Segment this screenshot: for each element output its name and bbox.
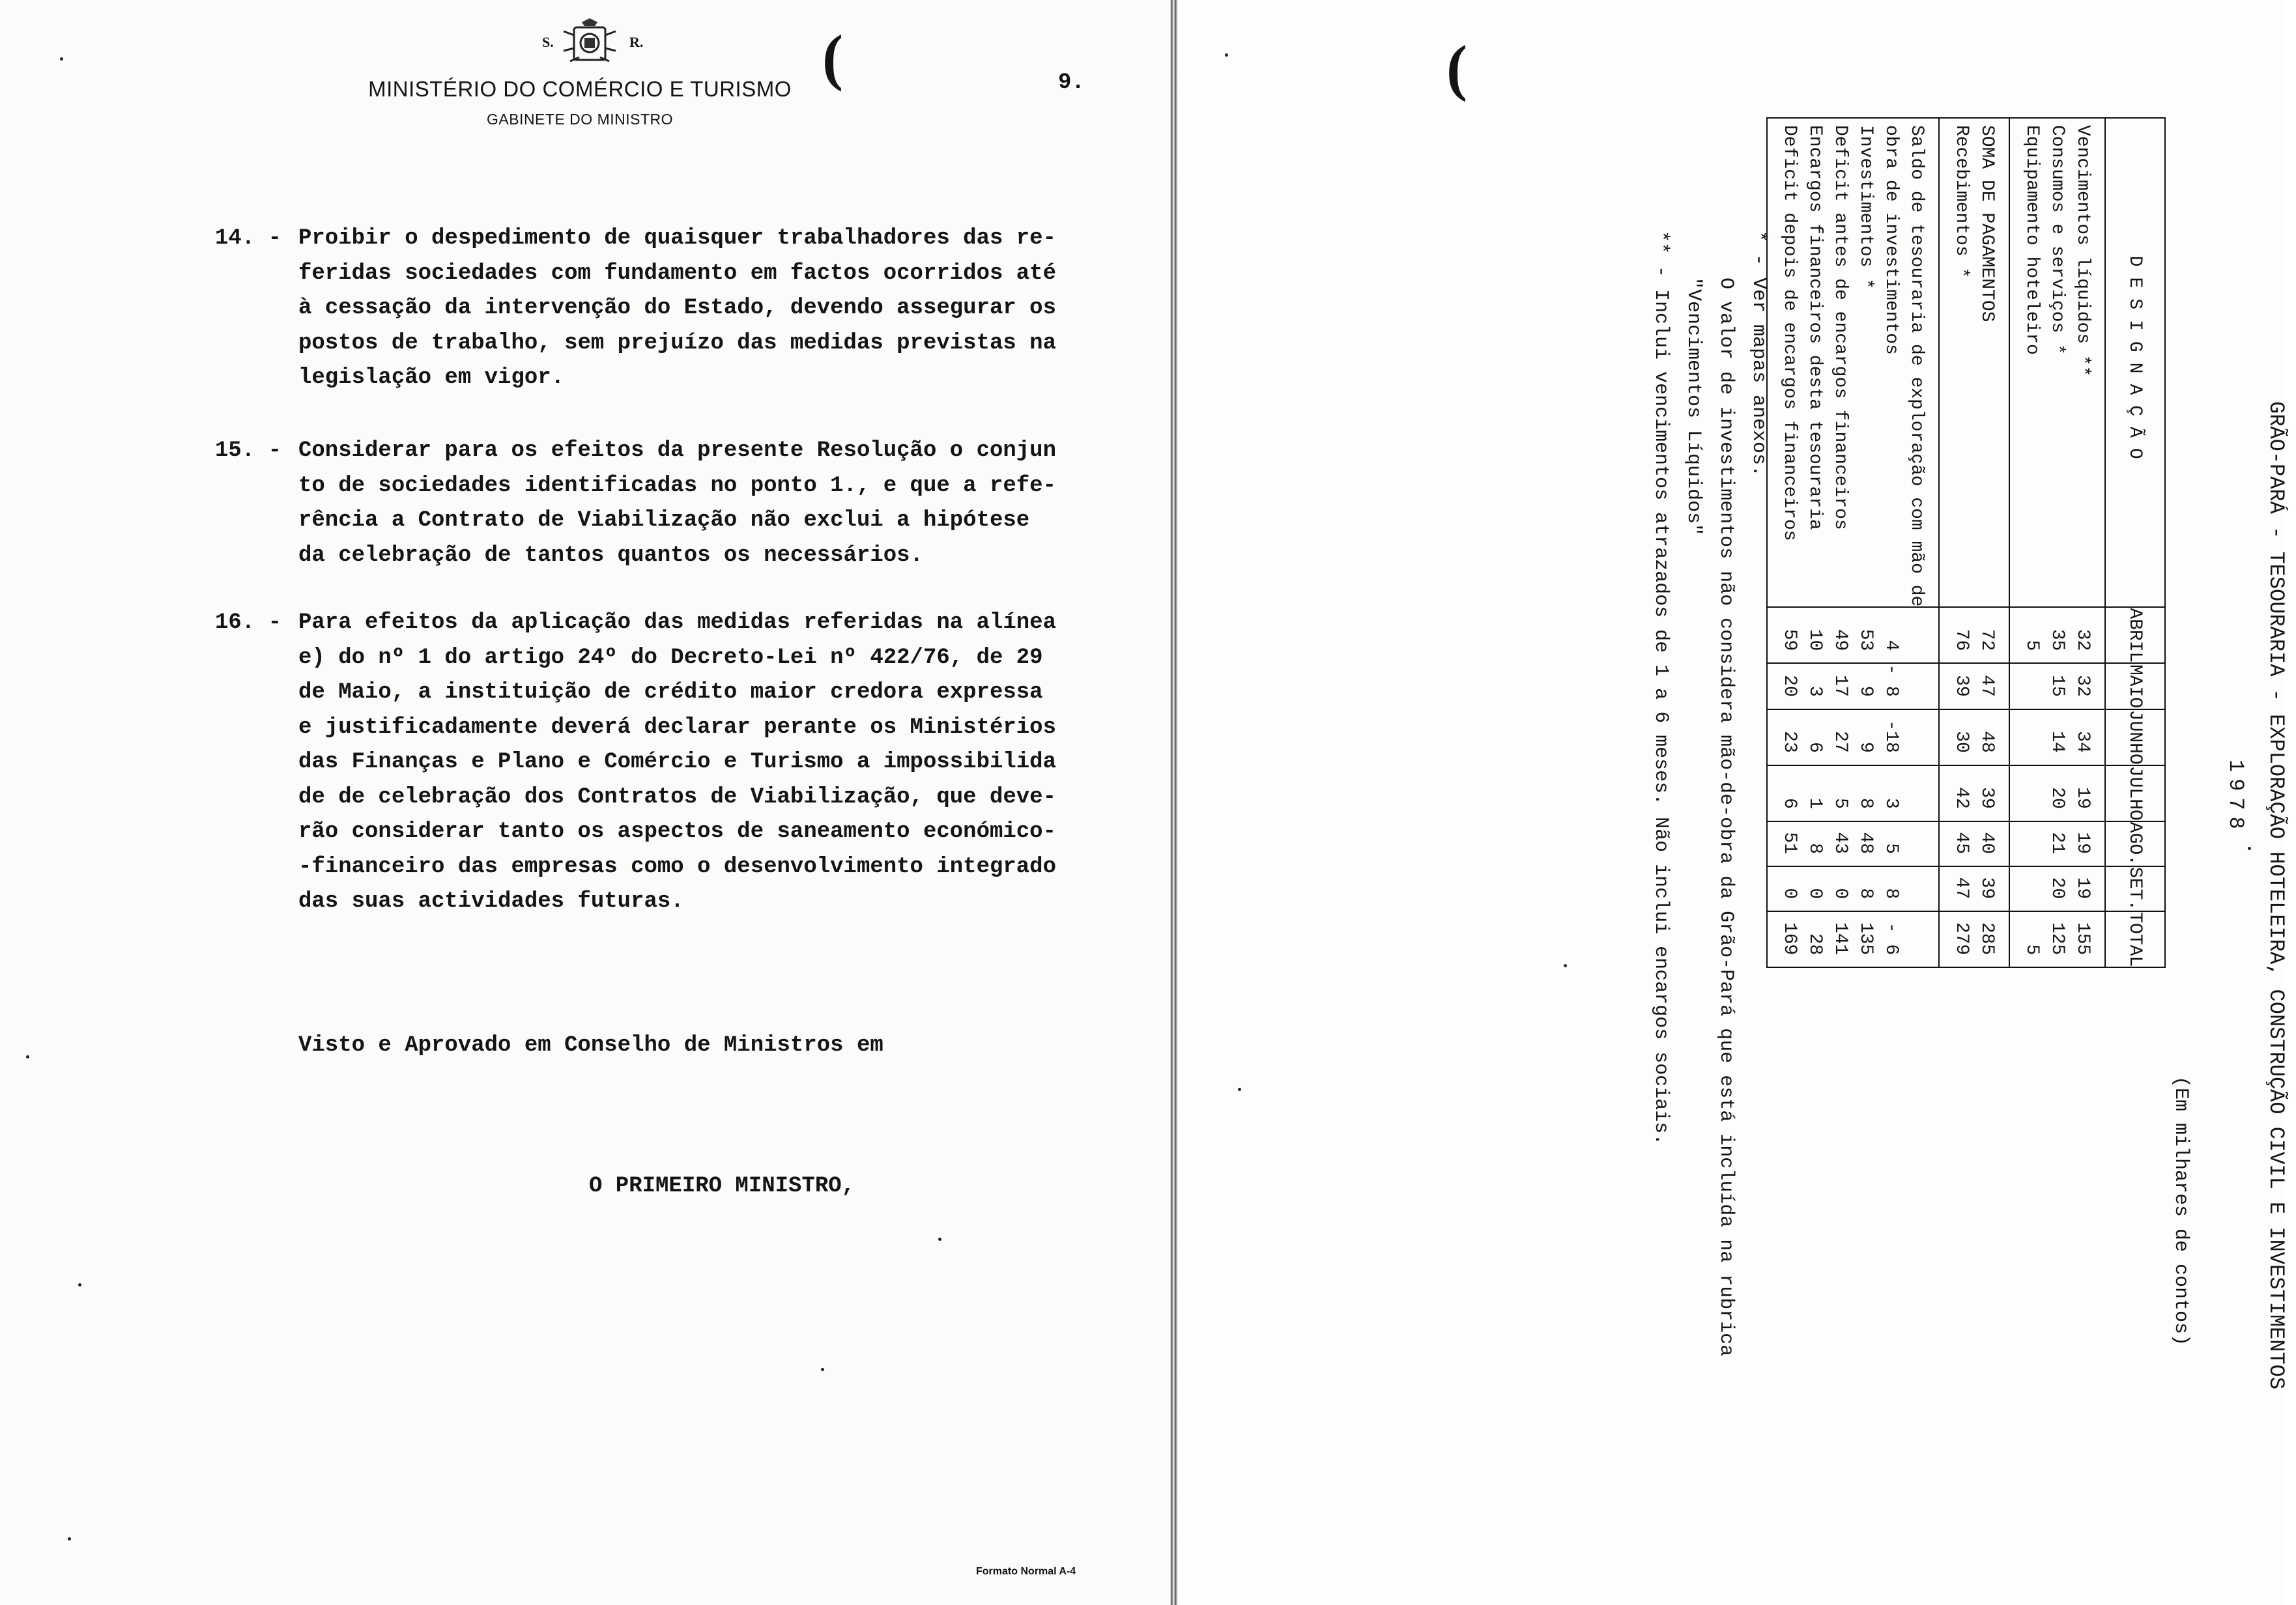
table-year: 1978 — [2224, 760, 2248, 836]
table-value: 40 — [1977, 832, 1997, 855]
value-cell — [2009, 709, 2105, 765]
value-cell — [2009, 866, 2105, 911]
column-header: JUNHO — [2105, 709, 2165, 765]
paragraph-line: de Maio, a instituição de crédito maior credora expressa — [298, 680, 1043, 705]
table-value: 1 — [1805, 797, 1825, 809]
table-value: 32 — [2073, 675, 2093, 697]
paragraph-line: Considerar para os efeitos da presente Resolução o conjun — [298, 438, 1056, 463]
table-value: 0 — [1779, 888, 1800, 900]
row-labels-cell — [1767, 118, 1939, 607]
table-value: 20 — [2047, 787, 2067, 809]
table-row-group — [1767, 118, 1939, 967]
paragraph-number: 14. - — [215, 226, 282, 251]
scan-speck — [2248, 847, 2251, 850]
table-row-group — [1939, 118, 2009, 967]
note-line: O valor de investimentos não considera mão-de-obra da Grão-Pará que está incluída na rubrica — [1715, 231, 1737, 1357]
table-value: 3 — [1881, 797, 1901, 809]
table-value: 19 — [2073, 787, 2093, 809]
table-value — [1904, 710, 1929, 753]
value-cell — [1767, 709, 1939, 765]
table-value: 72 — [1977, 629, 1997, 651]
scan-speck — [1564, 964, 1567, 967]
table-value: 17 — [1830, 675, 1850, 697]
row-label: Investimentos * — [1856, 125, 1876, 290]
scan-speck — [821, 1368, 824, 1371]
signature-line: O PRIMEIRO MINISTRO, — [589, 1174, 855, 1199]
table-value: 27 — [1830, 731, 1850, 753]
table-value: 9 — [1856, 741, 1876, 753]
table-value: 20 — [2047, 877, 2067, 900]
row-label: Consumos e serviços * — [2047, 125, 2067, 355]
table-value: 19 — [2073, 832, 2093, 855]
value-cell — [1939, 607, 2009, 663]
value-cell — [1939, 663, 2009, 709]
column-header: ABRIL — [2105, 607, 2165, 663]
table-value: 35 — [2047, 629, 2067, 651]
table-value: 14 — [2047, 731, 2067, 753]
table-value: 3 — [1805, 685, 1825, 697]
value-cell — [1939, 765, 2009, 821]
table-value: 48 — [1856, 832, 1876, 855]
crest-left-letter: S. — [542, 34, 554, 50]
table-value: 28 — [1805, 933, 1825, 956]
table-value: 43 — [1830, 832, 1850, 855]
row-label: Deficit depois de encargos financeiros — [1779, 125, 1800, 541]
table-value — [1904, 608, 1929, 651]
table-value — [2019, 867, 2045, 899]
table-value: 5 — [2022, 640, 2042, 651]
table-value — [1904, 867, 1929, 899]
paragraph-line: rência a Contrato de Viabilização não exclui a hipótese — [298, 508, 1030, 533]
paragraph-line: Proibir o despedimento de quaisquer trabalhadores das re- — [298, 226, 1056, 251]
value-cell — [2009, 663, 2105, 709]
note-line: "Vencimentos Líquidos" — [1682, 231, 1704, 536]
column-header: TOTAL — [2105, 911, 2165, 967]
table-value: 48 — [1977, 731, 1997, 753]
table-value — [2019, 822, 2045, 854]
table-value: 53 — [1856, 629, 1876, 651]
table-body — [1767, 118, 2105, 967]
column-header: JULHO — [2105, 765, 2165, 821]
table-value: 21 — [2047, 832, 2067, 855]
table-value: 34 — [2073, 731, 2093, 753]
value-cell — [2009, 821, 2105, 866]
table-value: 8 — [1856, 888, 1876, 900]
value-cell — [1767, 866, 1939, 911]
paragraph-line: Para efeitos da aplicação das medidas referidas na alínea — [298, 610, 1056, 635]
approval-line: Visto e Aprovado em Conselho de Ministros em — [298, 1033, 883, 1058]
paragraph-line: das Finanças e Plano e Comércio e Turismo a impossibilida — [298, 750, 1056, 774]
table-value: 125 — [2047, 922, 2067, 956]
table-value: 6 — [1805, 741, 1825, 753]
paragraph-line: à cessação da intervenção do Estado, devendo assegurar os — [298, 296, 1056, 320]
paragraph-line: e justificadamente deverá declarar perante os Ministérios — [298, 715, 1056, 740]
value-cell — [1767, 911, 1939, 967]
row-label: Deficit antes de encargos financeiros — [1830, 125, 1850, 530]
table-value: 8 — [1856, 797, 1876, 809]
value-cell — [1939, 821, 2009, 866]
table-value: 47 — [1951, 877, 1972, 900]
table-value: 5 — [2022, 944, 2042, 956]
crest-right-letter: R. — [629, 34, 644, 50]
paragraph-line: legislação em vigor. — [298, 365, 565, 390]
row-label: Encargos financeiros desta tesouraria — [1805, 125, 1825, 530]
paragraph-line: postos de trabalho, sem prejuízo das medidas previstas na — [298, 330, 1056, 356]
table-value — [1904, 664, 1929, 696]
value-cell — [1939, 866, 2009, 911]
paragraph-line: to de sociedades identificadas no ponto 1., e que a refe- — [298, 473, 1056, 498]
row-label: SOMA DE PAGAMENTOS — [1977, 125, 1997, 322]
table-value: 279 — [1951, 922, 1972, 956]
table-value: 39 — [1977, 877, 1997, 900]
table-header-row — [2105, 118, 2165, 967]
table-value: 45 — [1951, 832, 1972, 855]
paragraph-line: feridas sociedades com fundamento em factos ocorridos até — [298, 261, 1056, 286]
table-value: 0 — [1830, 888, 1850, 900]
table-value: 23 — [1779, 731, 1800, 753]
value-cell — [1767, 821, 1939, 866]
row-label: Vencimentos líquidos ** — [2073, 125, 2093, 377]
row-label: Saldo de tesouraria de exploração com mão de — [1906, 125, 1927, 607]
table-value: 30 — [1951, 731, 1972, 753]
unit-note: (Em milhares de contos) — [2170, 1076, 2192, 1346]
paragraph-number: 15. - — [215, 438, 282, 463]
coat-of-arms-icon — [557, 18, 622, 70]
table-value: 5 — [1881, 843, 1901, 855]
value-cell — [1939, 709, 2009, 765]
table-value: 49 — [1830, 629, 1850, 651]
table-value: 5 — [1830, 797, 1850, 809]
table-value: 141 — [1830, 922, 1850, 956]
table-value: 285 — [1977, 922, 1997, 956]
cabinet-heading: GABINETE DO MINISTRO — [486, 111, 674, 128]
table-value: - 6 — [1881, 922, 1901, 956]
table-row-group — [2009, 118, 2105, 967]
value-cell — [1767, 663, 1939, 709]
paragraph-line: -financeiro das empresas como o desenvolvimento integrado — [298, 854, 1056, 879]
table-value: 135 — [1856, 922, 1876, 956]
table-value: - 8 — [1881, 664, 1901, 697]
paragraph-line: da celebração de tantos quantos os necessários. — [298, 543, 923, 568]
scan-speck — [78, 1283, 81, 1286]
table-value — [1904, 822, 1929, 854]
table-value: 155 — [2073, 922, 2093, 956]
table-value: 8 — [1881, 888, 1901, 900]
table-value: 47 — [1977, 675, 1997, 697]
table-value: 4 — [1881, 640, 1901, 651]
scan-speck — [68, 1537, 71, 1541]
hole-punch-mark: ( — [1446, 33, 1467, 102]
table-value — [1904, 766, 1929, 809]
scan-speck — [1238, 1088, 1241, 1091]
value-cell — [1939, 911, 2009, 967]
table-title: GRÃO-PARÁ - TESOURARIA - EXPLORAÇÃO HOTELEIRA, CONSTRUÇÃO CIVIL E INVESTIMENTOS — [2264, 401, 2288, 1390]
scan-speck — [60, 57, 63, 61]
table-value: 39 — [1951, 675, 1972, 697]
table-value — [2019, 664, 2045, 696]
note-line: ** - Inclui vencimentos atrazados de 1 a 6 meses. Não inclui encargos sociais. — [1650, 231, 1672, 1146]
value-cell — [2009, 911, 2105, 967]
row-labels-cell — [1939, 118, 2009, 607]
row-label: Equipamento hoteleiro — [2022, 125, 2042, 355]
table-value: 32 — [2073, 629, 2093, 651]
row-labels-cell — [2009, 118, 2105, 607]
table-value: -18 — [1881, 720, 1901, 753]
paragraph-line: rão considerar tanto os aspectos de saneamento económico- — [298, 819, 1056, 844]
table-value — [2019, 710, 2045, 753]
value-cell — [2009, 607, 2105, 663]
table-value: 15 — [2047, 675, 2067, 697]
paragraph-number: 16. - — [215, 610, 282, 635]
column-header: MAIO — [2105, 663, 2165, 709]
column-header: AGO. — [2105, 821, 2165, 866]
paragraph-line: das suas actividades futuras. — [298, 889, 684, 914]
paragraph-line: de de celebração dos Contratos de Viabilização, que deve- — [298, 784, 1056, 810]
treasury-table — [1766, 117, 2166, 968]
table-value: 0 — [1805, 888, 1825, 900]
page-number: 9. — [1058, 70, 1085, 95]
column-header: DESIGNAÇÃO — [2105, 118, 2165, 607]
value-cell — [1767, 765, 1939, 821]
value-cell — [2009, 765, 2105, 821]
row-label: Recebimentos * — [1951, 125, 1972, 279]
scan-speck — [26, 1055, 29, 1058]
table-value: 20 — [1779, 675, 1800, 697]
value-cell — [1767, 607, 1939, 663]
table-value: 59 — [1779, 629, 1800, 651]
column-header: SET. — [2105, 866, 2165, 911]
table-value — [2019, 766, 2045, 809]
table-value — [1904, 912, 1929, 955]
scan-speck — [1225, 53, 1228, 57]
table-value: 10 — [1805, 629, 1825, 651]
table-value: 76 — [1951, 629, 1972, 651]
table-value: 9 — [1856, 685, 1876, 697]
table-value: 8 — [1805, 843, 1825, 855]
row-label: obra de investimentos — [1881, 125, 1901, 355]
hole-punch-mark: ( — [822, 22, 843, 92]
note-line: * - Ver mapas anexos. — [1747, 231, 1770, 477]
table-value: 42 — [1951, 787, 1972, 809]
ministry-heading: MINISTÉRIO DO COMÉRCIO E TURISMO — [368, 77, 792, 101]
form-footer: Formato Normal A-4 — [976, 1566, 1076, 1577]
paragraph-line: e) do nº 1 do artigo 24º do Decreto-Lei nº 422/76, de 29 — [298, 645, 1043, 670]
table-value: 39 — [1977, 787, 1997, 809]
table-value: 6 — [1779, 797, 1800, 809]
table-notes — [1644, 231, 1775, 1356]
table-value: 51 — [1779, 832, 1800, 855]
table-value: 169 — [1779, 922, 1800, 956]
table-value: 19 — [2073, 877, 2093, 900]
scan-speck — [938, 1238, 941, 1241]
